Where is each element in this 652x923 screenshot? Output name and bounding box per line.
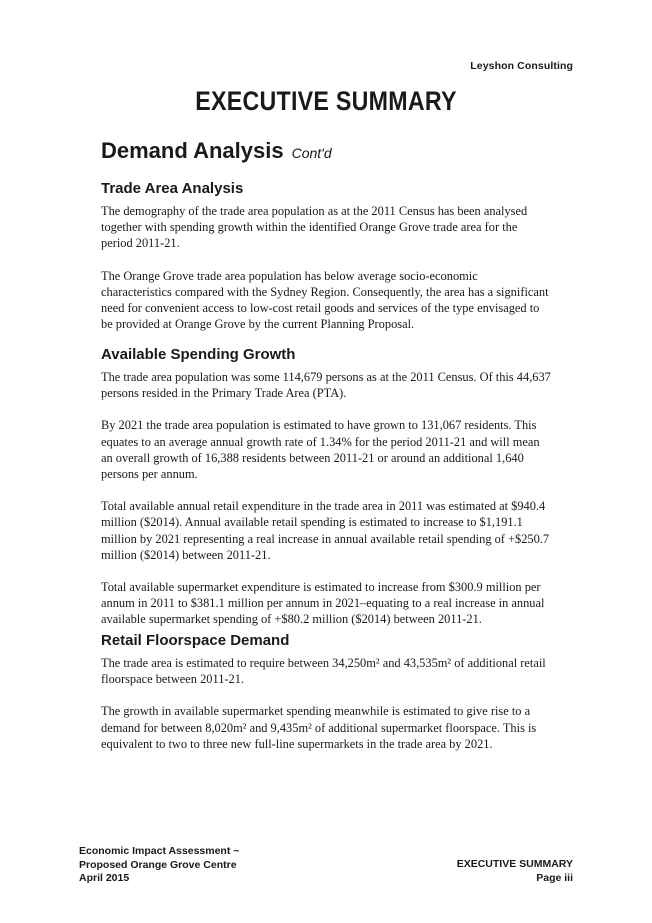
subsection-title: Retail Floorspace Demand xyxy=(101,632,290,649)
continued-label: Cont'd xyxy=(291,145,332,161)
spending-growth-section xyxy=(101,346,551,644)
footer-line: Economic Impact Assessment ~ xyxy=(79,845,240,857)
page-number: Page iii xyxy=(536,871,573,884)
paragraph: By 2021 the trade area population is estimated to have grown to 131,067 residents. This equates to an average annual growth rate of 1.34% for the period 2011-21 and will mean an overall growth of 16,388 residents between 2011-21 or around an additional 1,640 persons per annum. xyxy=(101,418,540,482)
company-name: Leyshon Consulting xyxy=(470,60,573,72)
footer-date: April 2015 xyxy=(79,872,130,885)
paragraph: The Orange Grove trade area population has below average socio-economic characteristics compared with the Sydney Region. Consequently, the area has a significant need for convenient access to low-cost retail goods and services of the type envisaged to be provided at Orange Grove by the current Planning Proposal. xyxy=(101,268,549,332)
paragraph: The trade area is estimated to require between 34,250m² and 43,535m² of additional retail floorspace between 2011-21. xyxy=(101,656,546,687)
paragraph: The trade area population was some 114,679 persons as at the 2011 Census. Of this 44,637 persons resided in the Primary Trade Area (PTA). xyxy=(101,370,551,401)
section-heading xyxy=(101,138,332,164)
page-title: EXECUTIVE SUMMARY xyxy=(195,86,457,116)
subsection-title: Available Spending Growth xyxy=(101,346,296,363)
trade-area-section xyxy=(101,180,551,348)
footer-page-info xyxy=(457,858,573,885)
paragraph: Total available supermarket expenditure is estimated to increase from $300.9 million per annum in 2011 to $381.1 million per annum in 2021–equating to a real increase in annual available supermarket spending of +$80.2 million ($2014) between 2011-21. xyxy=(101,580,545,627)
paragraph: The growth in available supermarket spending meanwhile is estimated to give rise to a demand for between 8,020m² and 9,435m² of additional supermarket floorspace. This is equivalent to two to three new full-line supermarkets in the trade area by 2021. xyxy=(101,704,537,751)
footer-document-info xyxy=(79,845,239,886)
floorspace-demand-section xyxy=(101,632,551,768)
paragraph: Total available annual retail expenditure in the trade area in 2011 was estimated at $940.4 million ($2014). Annual available retail spending is estimated to increase to $1,191.1 million by 2021 representing a real increase in annual available retail spending of +$250.7 million ($2014) between 2011-21. xyxy=(101,499,550,562)
paragraph: The demography of the trade area population as at the 2011 Census has been analysed together with spending growth within the identified Orange Grove trade area for the period 2011-21. xyxy=(101,204,528,251)
footer-section-name: EXECUTIVE SUMMARY xyxy=(456,858,573,870)
subsection-title: Trade Area Analysis xyxy=(101,180,244,197)
section-heading-text: Demand Analysis xyxy=(101,138,284,163)
footer-line: Proposed Orange Grove Centre xyxy=(79,858,237,871)
